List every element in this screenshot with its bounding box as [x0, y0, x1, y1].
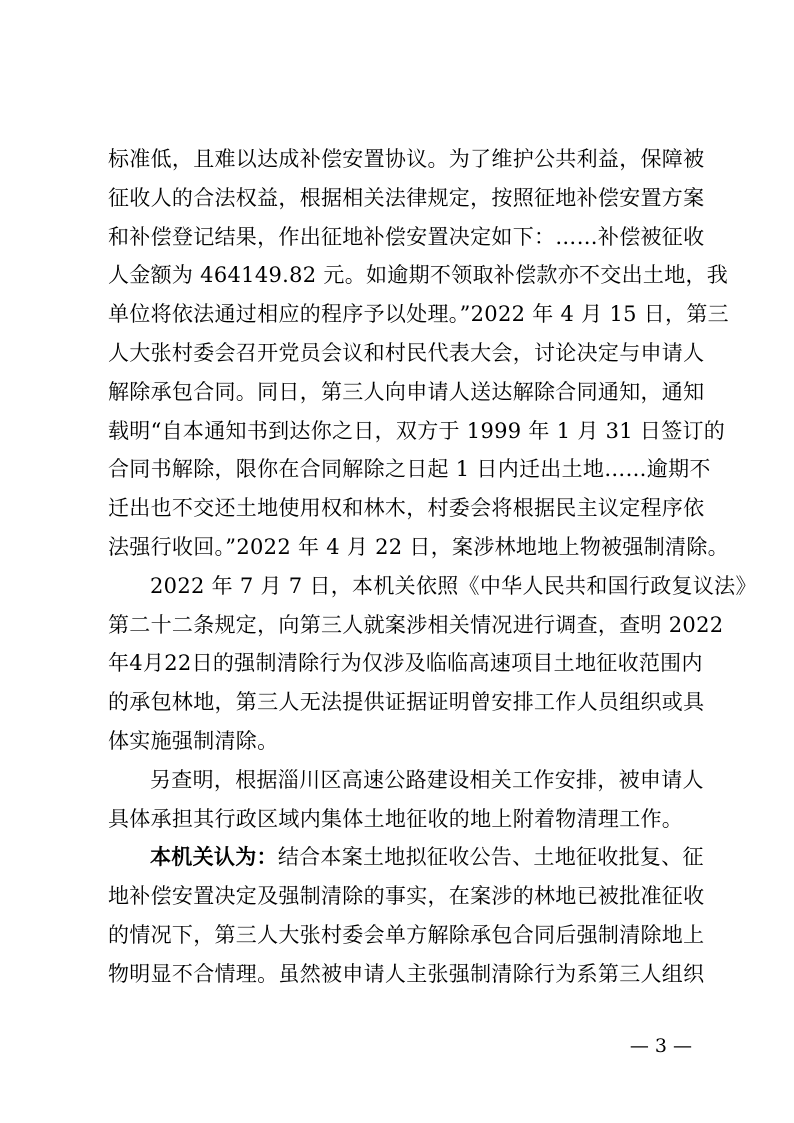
- body-text-line: 法强行收回。”2022 年 4 月 22 日，案涉林地地上物被强制清除。: [108, 534, 729, 559]
- body-text-line: 年4月22日的强制清除行为仅涉及临临高速项目土地征收范围内: [108, 651, 703, 676]
- body-text-line: 的承包林地，第三人无法提供证据证明曾安排工作人员组织或具: [108, 690, 705, 715]
- body-text-line: 载明“自本通知书到达你之日，双方于 1999 年 1 月 31 日签订的: [108, 418, 726, 443]
- body-text-line: [108, 838, 704, 877]
- body-text-line: 2022 年 7 月 7 日，本机关依照《中华人民共和国行政复议法》: [150, 573, 757, 598]
- body-text-line: 和补偿登记结果，作出征地补偿安置决定如下：……补偿被征收: [108, 224, 705, 249]
- body-text-line: 第二十二条规定，向第三人就案涉相关情况进行调查，查明 2022: [108, 612, 724, 637]
- body-text-line: 具体承担其行政区域内集体土地征收的地上附着物清理工作。: [108, 806, 684, 831]
- body-text-line: 的情况下，第三人大张村委会单方解除承包合同后强制清除地上: [108, 922, 705, 947]
- body-text-line: 合同书解除，限你在合同解除之日起 1 日内迁出土地……逾期不: [108, 457, 711, 482]
- body-text-line: 单位将依法通过相应的程序予以处理。”2022 年 4 月 15 日，第三: [108, 302, 729, 327]
- conclusion-heading: 本机关认为：: [150, 845, 278, 870]
- body-text-line: 迁出也不交还土地使用权和林木，村委会将根据民主议定程序依: [108, 496, 705, 521]
- body-text-line: 人大张村委会召开党员会议和村民代表大会，讨论决定与申请人: [108, 340, 705, 365]
- body-text-line: 物明显不合情理。虽然被申请人主张强制清除行为系第三人组织: [108, 961, 705, 986]
- document-body: [108, 140, 757, 994]
- body-text-line: 地补偿安置决定及强制清除的事实，在案涉的林地已被批准征收: [108, 884, 705, 909]
- body-text-line: 体实施强制清除。: [108, 728, 279, 753]
- body-text-line: 解除承包合同。同日，第三人向申请人送达解除合同通知，通知: [108, 379, 705, 404]
- body-text-fragment: 结合本案土地拟征收公告、土地征收批复、征: [277, 845, 704, 870]
- body-text-line: 标准低，且难以达成补偿安置协议。为了维护公共利益，保障被: [108, 147, 705, 171]
- body-text-line: 征收人的合法权益，根据相关法律规定，按照征地补偿安置方案: [108, 185, 705, 210]
- page-number: — 3 —: [629, 1035, 692, 1057]
- body-text-line: 另查明，根据淄川区高速公路建设相关工作安排，被申请人: [150, 767, 704, 792]
- body-text-line: 人金额为 464149.82 元。如逾期不领取补偿款亦不交出土地，我: [108, 263, 729, 288]
